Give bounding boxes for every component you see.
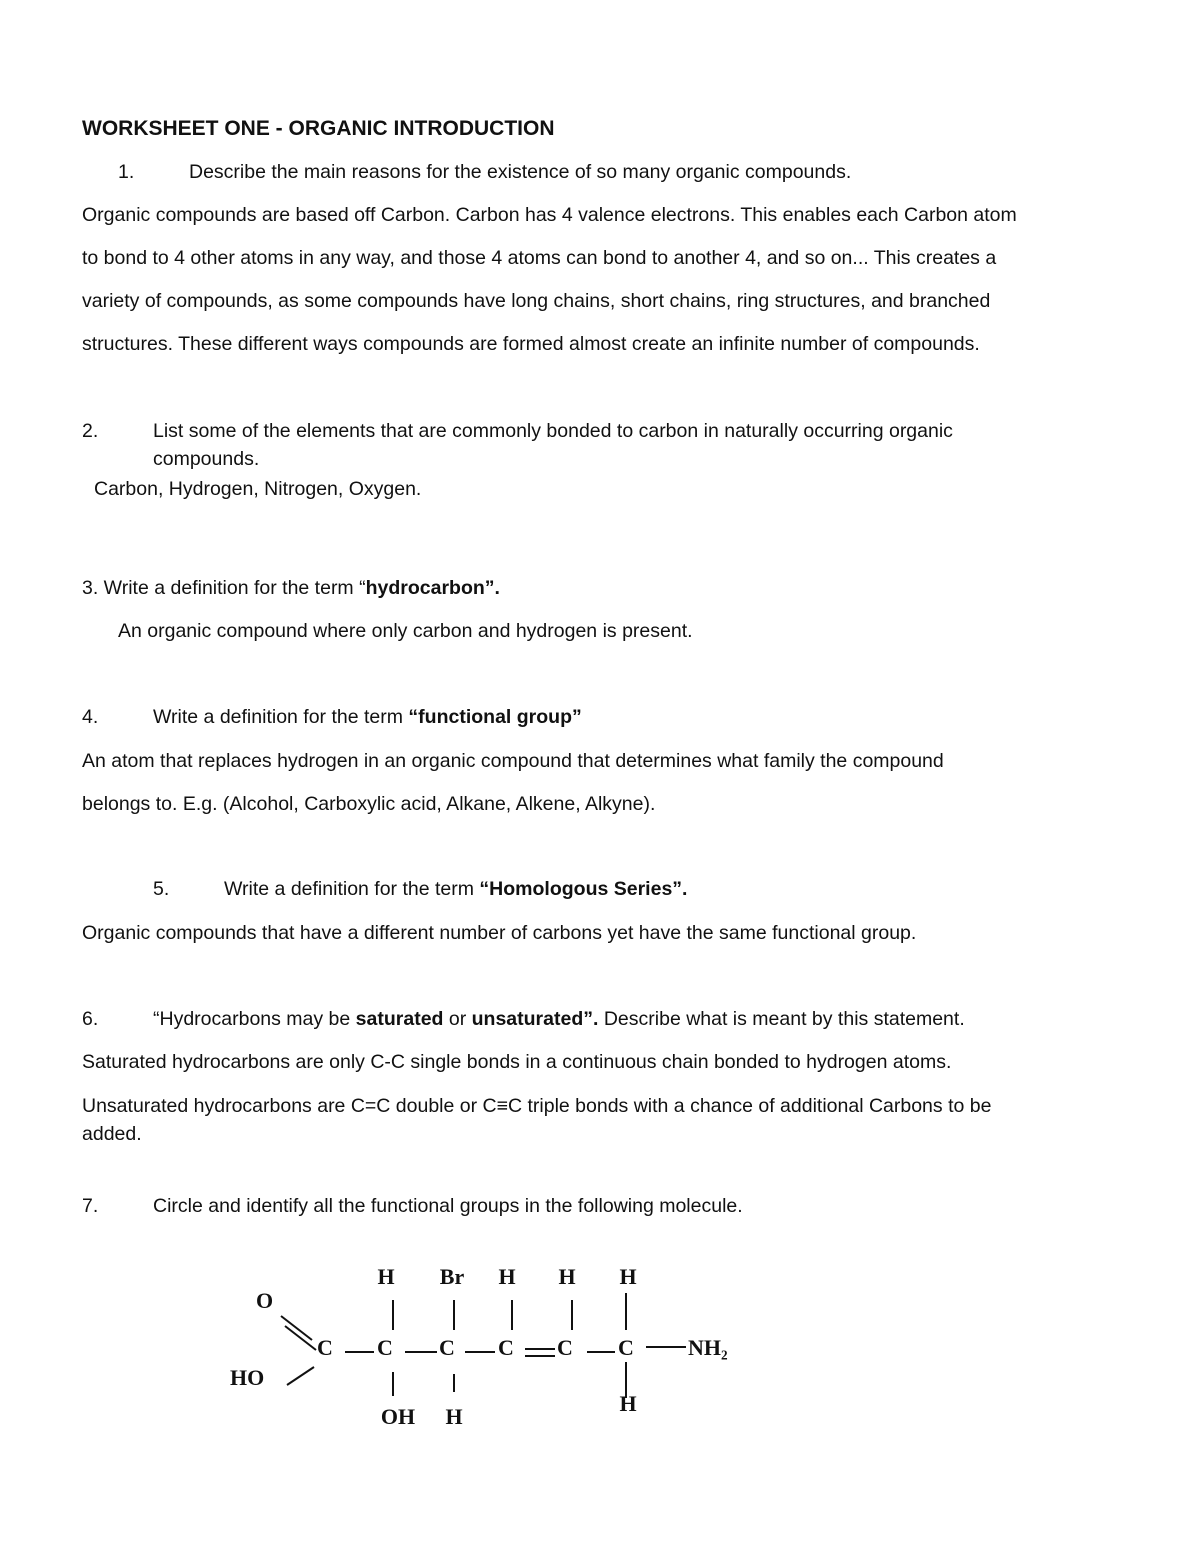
top-h-3: H: [498, 1264, 516, 1289]
q4-number: 4.: [82, 706, 99, 728]
q1-answer-line: Organic compounds are based off Carbon. Carbon has 4 valence electrons. This enables each Carbon atom: [82, 204, 1017, 226]
q5-question: Write a definition for the term “Homologous Series”.: [224, 878, 688, 900]
worksheet-title: WORKSHEET ONE - ORGANIC INTRODUCTION: [82, 117, 555, 140]
q4-answer-line2: belongs to. E.g. (Alcohol, Carboxylic acid, Alkane, Alkene, Alkyne).: [82, 793, 656, 815]
hydroxyl-bond: [287, 1367, 314, 1385]
q4-term: “functional group”: [408, 706, 582, 728]
q5-term: “Homologous Series”.: [479, 878, 688, 900]
q7-number: 7.: [82, 1195, 99, 1217]
q7-question: Circle and identify all the functional groups in the following molecule.: [153, 1195, 743, 1217]
carbon-1: C: [317, 1335, 333, 1360]
q3-answer: An organic compound where only carbon and hydrogen is present.: [118, 620, 693, 642]
top-h-5: H: [619, 1264, 637, 1289]
top-h-1: H: [377, 1264, 395, 1289]
q4-question: Write a definition for the term “functional group”: [153, 706, 582, 728]
bottom-oh: OH: [380, 1404, 416, 1429]
q2-answer: Carbon, Hydrogen, Nitrogen, Oxygen.: [94, 478, 422, 500]
carbon-5: C: [557, 1335, 573, 1360]
q6-question: “Hydrocarbons may be saturated or unsaturated”. Describe what is meant by this statement.: [153, 1008, 965, 1030]
top-br: Br: [439, 1264, 465, 1289]
oxygen-label: O: [256, 1288, 274, 1313]
hydroxyl-label: HO: [230, 1365, 265, 1390]
q1-answer-line: variety of compounds, as some compounds have long chains, short chains, ring structures, and branched: [82, 290, 991, 312]
bottom-h-1: H: [445, 1404, 463, 1429]
amine-label: NH₂: [688, 1335, 728, 1360]
q5-answer: Organic compounds that have a different number of carbons yet have the same functional group.: [82, 922, 917, 944]
q1-answer-line: to bond to 4 other atoms in any way, and those 4 atoms can bond to another 4, and so on... This creates a: [82, 247, 997, 269]
carbonyl-double-bond: [285, 1326, 316, 1350]
q3-question: 3. Write a definition for the term “hydrocarbon”.: [82, 577, 500, 599]
q2-question-line1: List some of the elements that are commonly bonded to carbon in naturally occurring organic: [153, 420, 953, 442]
q3-term: hydrocarbon: [365, 577, 485, 599]
carbonyl-double-bond: [281, 1316, 312, 1340]
q6-answer-unsaturated-line2: added.: [82, 1123, 142, 1145]
carbon-3: C: [439, 1335, 455, 1360]
carbon-2: C: [377, 1335, 393, 1360]
q6-number: 6.: [82, 1008, 99, 1030]
q6-answer-saturated: Saturated hydrocarbons are only C-C single bonds in a continuous chain bonded to hydrogen atoms.: [82, 1051, 952, 1073]
q2-question-line2: compounds.: [153, 448, 260, 470]
q1-number: 1.: [118, 161, 135, 183]
q4-answer-line1: An atom that replaces hydrogen in an organic compound that determines what family the compound: [82, 750, 944, 772]
q1-question: Describe the main reasons for the existence of so many organic compounds.: [189, 161, 852, 183]
top-h-4: H: [558, 1264, 576, 1289]
q6-answer-unsaturated-line1: Unsaturated hydrocarbons are C=C double or C≡C triple bonds with a chance of additional Carbons to be: [82, 1095, 992, 1117]
carbon-6: C: [618, 1335, 634, 1360]
carbon-4: C: [498, 1335, 514, 1360]
q5-number: 5.: [153, 878, 170, 900]
q2-number: 2.: [82, 420, 99, 442]
q1-answer-line: structures. These different ways compounds are formed almost create an infinite number of compounds.: [82, 333, 980, 355]
bottom-h-2: H: [619, 1391, 637, 1416]
